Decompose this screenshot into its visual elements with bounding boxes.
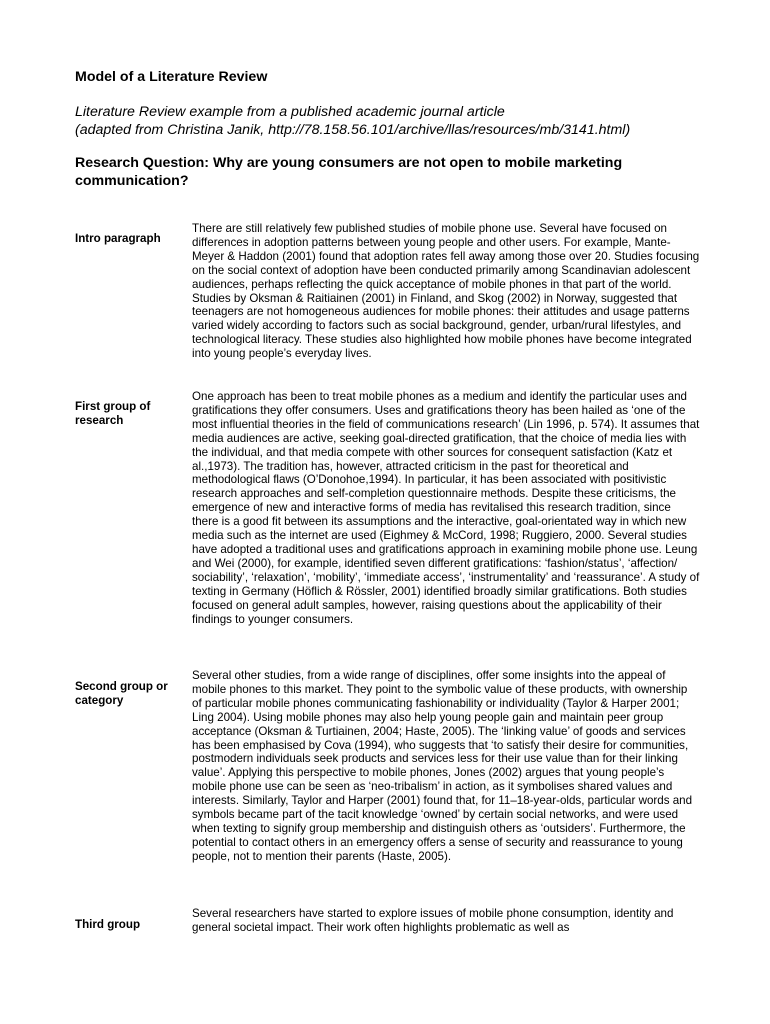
subtitle-line-1: Literature Review example from a published academic journal article (75, 104, 505, 120)
section-label-second-group: Second group or category (75, 680, 168, 707)
section-label-first-group: First group of research (75, 400, 151, 427)
subtitle-line-2: (adapted from Christina Janik, http://78.158.56.101/archive/llas/resources/mb/3141.html) (75, 122, 631, 138)
research-question: Research Question: Why are young consumers are not open to mobile marketing communication? (75, 155, 623, 189)
section-text-second-group: Several other studies, from a wide range of disciplines, offer some insights into the appeal of mobile phones to this market. They point to the symbolic value of these products, with ownership of particular mobile phones communicating fashionability or individuality (Taylor & Harper 2001; Ling 2004). Using mobile phones may also help young people gain and maintain peer group acceptance (Oksman & Turtiainen, 2004; Haste, 2005). The ‘linking value’ of goods and services has been emphasised by Cova (1994), who suggests that ‘to satisfy their desire for communities, postmodern individuals seek products and services less for their use value than for their linking value’. Applying this perspective to mobile phones, Jones (2002) argues that young people’s mobile phone use can be seen as ‘neo-tribalism’ in action, as it symbolises shared values and interests. Similarly, Taylor and Harper (2001) found that, for 11–18-year-olds, particular words and symbols became part of the tacit knowledge ‘owned’ by certain social networks, and were used when texting to signify group membership and distinguish others as ‘outsiders’. Furthermore, the potential to contact others in an emergency offers a sense of security and reassurance to young people, not to mention their parents (Haste, 2005). (192, 669, 693, 863)
section-label-third-group: Third group (75, 918, 141, 931)
section-text-intro: There are still relatively few published studies of mobile phone use. Several have focused on differences in adoption patterns between young people and other users. For example, Mante-Meyer & Haddon (2001) found that adoption rates fell away among those over 20. Studies focusing on the social context of adoption have been conducted primarily among Scandinavian adolescent audiences, perhaps reflecting the quick acceptance of mobile phones in that part of the world. Studies by Oksman & Raitiainen (2001) in Finland, and Skog (2002) in Norway, suggested that teenagers are not homogeneous audiences for mobile phones: their attitudes and usage patterns varied widely according to factors such as social background, gender, urban/rural lifestyles, and technological literacy. These studies also highlighted how mobile phones have become integrated into young people’s everyday lives. (192, 222, 700, 361)
section-text-third-group: Several researchers have started to explore issues of mobile phone consumption, identity and general societal impact. Their work often highlights problematic as well as (192, 907, 674, 934)
document-subtitle (75, 103, 755, 139)
section-text-first-group: One approach has been to treat mobile phones as a medium and identify the particular uses and gratifications they offer consumers. Uses and gratifications theory has been hailed as ‘one of the most influential theories in the field of communications research’ (Lin 1996, p. 574). It assumes that media audiences are active, seeking goal-directed gratification, that the choice of media lies with the individual, and that media compete with other sources for consequent satisfaction (Katz et al.,1973). The tradition has, however, attracted criticism in the past for theoretical and methodological flaws (O’Donohoe,1994). In particular, it has been associated with positivistic research approaches and self-completion questionnaire methods. Despite these criticisms, the emergence of new and interactive forms of media has revitalised this research tradition, since there is a good fit between its assumptions and the interactive, goal-orientated way in which new media such as the internet are used (Eighmey & McCord, 1998; Ruggiero, 2000. Several studies have adopted a traditional uses and gratifications approach in examining mobile phone use. Leung and Wei (2000), for example, identified seven different gratifications: ‘fashion/status’, ‘affection/ sociability’, ‘relaxation’, ‘mobility’, ‘immediate access’, ‘instrumentality’ and ‘reassurance’. A study of texting in Germany (Höflich & Rössler, 2001) identified broadly similar gratifications. Both studies focused on general adult samples, however, raising questions about the applicability of their findings to younger consumers. (192, 390, 700, 626)
section-label-intro: Intro paragraph (75, 232, 161, 245)
document-title: Model of a Literature Review (75, 69, 268, 85)
